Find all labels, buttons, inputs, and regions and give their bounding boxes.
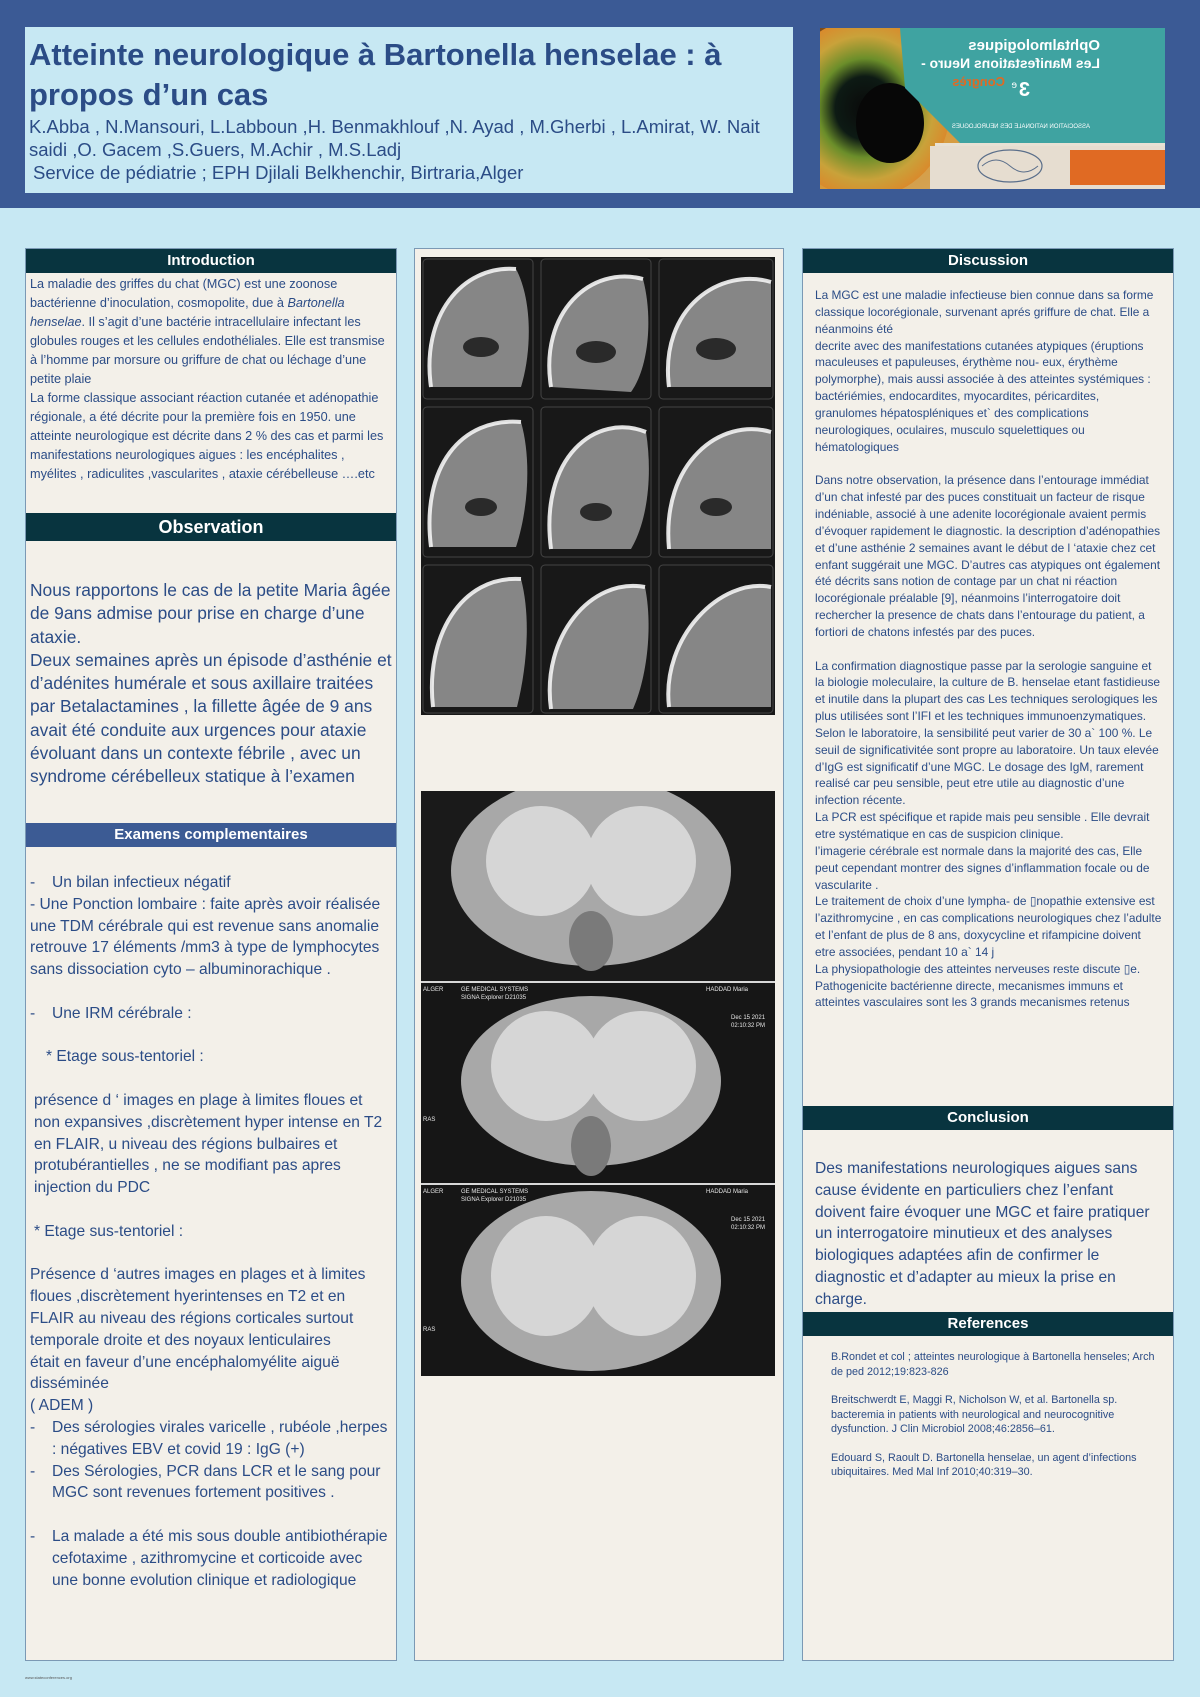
authors: K.Abba , N.Mansouri, L.Labboun ,H. Benmakhlouf ,N. Ayad , M.Gherbi , L.Amirat, W. Nait saidi ,O. Gacem ,S.Guers, M.Achir , M.S.Ladj: [29, 116, 760, 160]
mri-ge-1: GE MEDICAL SYSTEMS: [461, 987, 529, 993]
exam-item-3: - Une IRM cérébrale :: [30, 1003, 392, 1025]
title-box: [25, 27, 793, 193]
exam-sus-head: * Etage sus-tentoriel :: [34, 1222, 184, 1240]
discussion-p3: La confirmation diagnostique passe par la serologie sanguine et la biologie moleculaire, la culture de B. henselae etant fastidieuse et inutile dans la plupart des cas Les techniques serologiques les plus utilisées sont l’IFI et les techniques immunoenzymatiques. Selon le laboratoire, la sensibilité peut varier de 30 a` 100 %. Le seuil de significativitée sont propre au laboratoire. Un taux elevée d’IgG est significatif d’une MGC. Le dosage des IgM, rarement realisé car peu sensible, peut etre utile au diagnostic d’une infection récente.: [815, 658, 1161, 808]
discussion-p5: l’imagerie cérébrale est normale dans la majorité des cas, Elle peut cependant montrer des signes d’inflammation focale ou de vascularite .: [815, 843, 1150, 892]
mri-patient-a-1: ALGER: [423, 987, 444, 993]
exam-item-5: - Des Sérologies, PCR dans LCR et le sang pour MGC sont revenues fortement positives .: [30, 1461, 392, 1505]
exam-sous-text: présence d ‘ images en plage à limites floues et non expansives ,discrètement hyper intense en T2 en FLAIR, u niveau des régions bulbaires et protubérantielles , ne se modifiant pas apres injection du PDC: [34, 1091, 383, 1197]
observation-heading: Observation: [26, 513, 396, 541]
observation-p1: Nous rapportons le cas de la petite Maria âgée de 9ans admise pour prise en charge d’une ataxie.: [30, 580, 391, 647]
mri-time-2: 02:10:32 PM: [731, 1225, 766, 1231]
observation-p2: Deux semaines après un épisode d’asthénie et d’adénites humérale et sous axillaire traitées par Betalactamines , la fillette âgée de 9 ans avait été conduite aux urgences pour ataxie évoluant dans un contexte fébrile , avec un syndrome cérébelleux statique à l’examen: [30, 649, 392, 787]
references-list: [831, 1350, 1161, 1494]
exam-item-2: - Une Ponction lombaire : faite après avoir réalisée une TDM cérébrale qui est revenue sans anomalie retrouve 17 éléments /mm3 à type de lymphocytes sans dissociation cyto – albuminorachique .: [30, 895, 381, 979]
reference-1: B.Rondet et col ; atteintes neurologique à Bartonella henseles; Arch de ped 2012;19:823-826: [831, 1351, 1155, 1378]
middle-column: [414, 248, 784, 1661]
introduction-body: [26, 273, 396, 484]
exam-item-5-text: Des Sérologies, PCR dans LCR et le sang pour MGC sont revenues fortement positives .: [52, 1462, 381, 1502]
intro-p1-italic: Bartonella henselae: [30, 296, 345, 329]
discussion-p6: Le traitement de choix d’une lympha- de ▯nopathie extensive est l’azithromycine , en cas complications neurologiques chez l’adulte et l’enfant de plus de 8 ans, doxycycline et rifampicine doivent etre associées, pendant 10 a` 14 j: [815, 894, 1162, 959]
mri-ras-1: RAS: [423, 1117, 436, 1123]
discussion-body: [815, 287, 1163, 1011]
mri-signa-1: SIGNA Explorer D21035: [461, 995, 527, 1001]
exam-sus-text: Présence d ‘autres images en plages et à limites floues ,discrètement hyerintenses en T2 et en FLAIR au niveau des régions corticales surtout temporale droite et des noyaux lenticulaires: [30, 1266, 366, 1349]
mri-patient-a-2: ALGER: [423, 1189, 444, 1195]
right-column: [802, 248, 1174, 1661]
intro-p1-a: La maladie des griffes du chat (MGC) est une zoonose bactérienne d’inoculation, cosmopolite, due à: [30, 277, 338, 310]
observation-body: [30, 579, 392, 789]
conclusion-heading: Conclusion: [803, 1106, 1173, 1130]
poster-title: Atteinte neurologique à Bartonella henselae : à propos d’un cas: [29, 37, 722, 112]
exam-adem-2: ( ADEM ): [30, 1397, 94, 1415]
discussion-heading: Discussion: [803, 249, 1173, 273]
exam-item-4-text: Des sérologies virales varicelle , rubéole ,herpes : négatives EBV et covid 19 : IgG (+): [52, 1418, 388, 1458]
affiliation: Service de pédiatrie ; EPH Djilali Belkhenchir, Birtraria,Alger: [33, 162, 524, 183]
logo-congress-word: Congrès: [952, 74, 1005, 89]
exam-sous-head: * Etage sous-tentoriel :: [46, 1048, 204, 1066]
logo-line1: Ophtalmologiques: [968, 37, 1100, 54]
discussion-p7: La physiopathologie des atteintes nerveuses reste discute ▯e. Pathogenicite bactérienne directe, mecanismes immuns et atteintes vasculaires sont les 3 grands mecanismes retenus: [815, 961, 1141, 1010]
examens-body: [30, 872, 392, 1591]
mri-ge-2: GE MEDICAL SYSTEMS: [461, 1189, 529, 1195]
logo-congress-num: 3: [1018, 79, 1030, 101]
mri-time-1: 02:10:32 PM: [731, 1023, 766, 1029]
congress-logo: [820, 28, 1165, 189]
examens-heading: Examens complementaires: [26, 823, 396, 847]
logo-congress-sup: e: [1011, 80, 1017, 91]
intro-p1-b: . Il s’agit d’une bactérie intracellulaire infectant les globules rouges et les cellules endothéliales. Elle est transmise à l’homme par morsure ou griffure de chat ou léchage d’une petite plaie: [30, 315, 385, 386]
discussion-p4: La PCR est spécifique et rapide mais peu sensible . Elle devrait etre systématique en cas de suspicion clinique.: [815, 810, 1150, 841]
reference-3: Edouard S, Raoult D. Bartonella henselae, un agent d’infections ubiquitaires. Med Mal Inf 2010;40:319–30.: [831, 1451, 1137, 1478]
exam-adem: était en faveur d’une encéphalomyélite aiguë disséminée: [30, 1353, 340, 1393]
discussion-p2: Dans notre observation, la présence dans l’entourage immédiat d’un chat infesté par des puces constituait un facteur de risque indéniable, associé à une adenite locorégionale avaient permis d’évoquer rapidement le diagnostic. la description d’adénopathies et d’une asthénie 2 semaines avant le début de l ‘ataxie chez cet enfant suggérait une MGC. D’autres cas atypiques ont également été décrits sans notion de contage par un chat ni réaction locorégionale préalable [9], néanmoins l’interrogatoire doit rechercher la presence de chats dans l’entourage du patient, a fortiori de chatons infestés par des puces.: [815, 473, 1161, 639]
mri-signa-2: SIGNA Explorer D21035: [461, 1197, 527, 1203]
mri-date-1: Dec 15 2021: [731, 1015, 766, 1021]
introduction-heading: Introduction: [26, 249, 396, 273]
exam-item-3-text: Une IRM cérébrale :: [52, 1004, 192, 1022]
discussion-p1: La MGC est une maladie infectieuse bien connue dans sa forme classique locorégionale, survenant aprés griffure de chat. Elle a néanmoins été: [815, 288, 1154, 336]
mri-ras-2: RAS: [423, 1327, 436, 1333]
mri-sagittal-image: [421, 257, 775, 715]
logo-org: ASSOCIATION NATIONALE DES NEUROLOGUES: [951, 124, 1090, 130]
exam-item-1: - Un bilan infectieux négatif: [30, 872, 392, 894]
exam-item-1-text: Un bilan infectieux négatif: [52, 874, 231, 891]
introduction-p1: [30, 275, 392, 389]
congress-logo-graphic: [820, 28, 1165, 189]
footer-url: www.stateconferences.org: [25, 1675, 72, 1680]
exam-item-6-text: La malade a été mis sous double antibiothérapie cefotaxime , azithromycine et corticoide avec une bonne evolution clinique et radiologique: [52, 1527, 388, 1589]
mri-patient-b-2: HADDAD Maria: [706, 1189, 749, 1195]
introduction-p2: La forme classique associant réaction cutanée et adénopathie régionale, a été décrite pour la première fois en 1950. une atteinte neurologique est décrite dans 2 % des cas et parmi les manifestations neurologiques aigues : les encéphalites , myélites , radiculites ,vascularites , ataxie cérébelleuse ….etc: [30, 391, 384, 481]
exam-item-4: - Des sérologies virales varicelle , rubéole ,herpes : négatives EBV et covid 19 : IgG (+): [30, 1417, 392, 1461]
header-band: [0, 0, 1200, 208]
left-column: [25, 248, 397, 1661]
logo-line2: Les Manifestations Neuro -: [921, 55, 1100, 71]
reference-2: Breitschwerdt E, Maggi R, Nicholson W, et al. Bartonella sp. bacteremia in patients with neurological and neurocognitive dysfunction. J Clin Microbiol 2008;46:2856–61.: [831, 1394, 1118, 1435]
conclusion-body: Des manifestations neurologiques aigues sans cause évidente en particuliers chez l’enfant doivent faire évoquer une MGC et faire pratiquer un interrogatoire minutieux et des analyses biologiques adaptées afin de confirmer le diagnostic et d’adapter au mieux la prise en charge.: [815, 1160, 1150, 1308]
exam-item-6: - La malade a été mis sous double antibiothérapie cefotaxime , azithromycine et corticoide avec une bonne evolution clinique et radiologique: [30, 1526, 392, 1591]
mri-coronal-image: [421, 791, 775, 1376]
mri-patient-b-1: HADDAD Maria: [706, 987, 749, 993]
references-heading: References: [803, 1312, 1173, 1336]
discussion-p1b: decrite avec des manifestations cutanées atypiques (éruptions maculeuses et papuleuses, érythème nou- eux, érythème polymorphe), mais aussi associée à des atteintes systémiques : bactériémies, endocardites, myocardites, péricardites, granulomes hépatospléniques et` des complications neurologiques, oculaires, musculo squelettiques ou hématologiques: [815, 338, 1151, 454]
mri-date-2: Dec 15 2021: [731, 1217, 766, 1223]
